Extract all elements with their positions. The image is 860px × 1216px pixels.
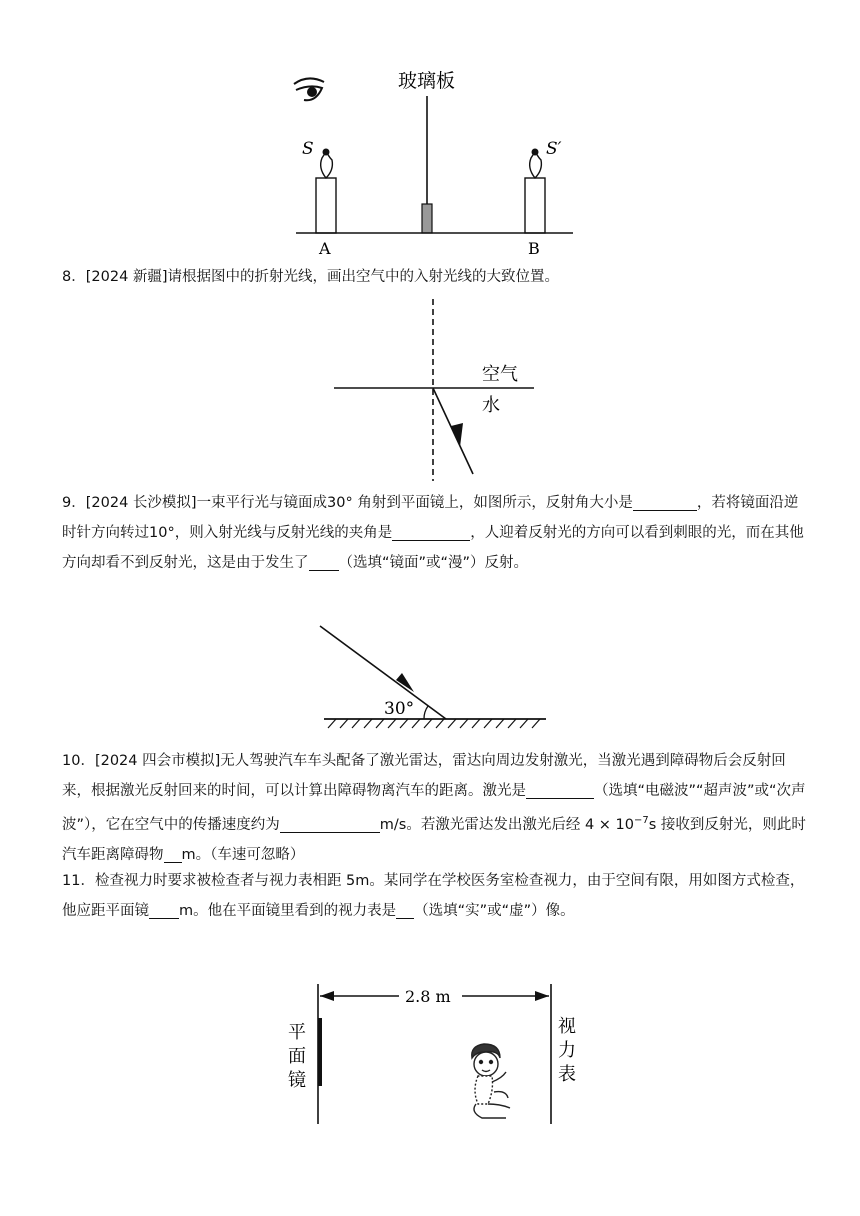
glass-board-figure	[290, 62, 580, 262]
question-source: [2024 新疆]	[85, 269, 168, 285]
answer-blank[interactable]	[149, 900, 179, 919]
eye-test-figure	[284, 980, 584, 1130]
question-8	[62, 262, 807, 292]
question-text: 请根据图中的折射光线，画出空气中的入射光线的大致位置。	[167, 269, 560, 285]
glass-board-label: 玻璃板	[398, 70, 456, 92]
b-label: B	[528, 239, 540, 258]
question-text: 检查视力时要求被检查者与视力表相距 5m。某同学在学校医务室检查视力，由于空间有限，用如图方式检查，他应距平面镜	[62, 873, 805, 919]
incident-ray	[320, 626, 446, 719]
question-source: [2024 长沙模拟]	[85, 495, 197, 511]
mirror-label-char-1: 平	[288, 1022, 306, 1043]
question-11	[62, 866, 807, 926]
reflection-figure	[318, 620, 550, 730]
s-label: S	[302, 139, 314, 159]
answer-blank[interactable]	[309, 552, 339, 571]
mirror-label	[288, 1022, 312, 1091]
mirror-label-char-3: 镜	[288, 1070, 306, 1091]
question-number: 10．	[62, 753, 95, 769]
water-label: 水	[482, 395, 500, 416]
person-icon	[472, 1044, 510, 1118]
question-number: 9．	[62, 495, 86, 511]
chart-label-char-2: 力	[558, 1040, 576, 1061]
answer-blank[interactable]	[526, 780, 594, 799]
question-9	[62, 488, 807, 578]
question-10	[62, 746, 807, 870]
refraction-figure	[330, 296, 540, 486]
mirror-hatching	[328, 719, 540, 728]
question-text: m/s。若激光雷达发出激光后经	[379, 816, 581, 833]
s-prime-label: S′	[546, 139, 562, 159]
distance-label: 2.8 m	[405, 987, 451, 1006]
question-text: 无人驾驶汽车车头配备了激光雷达，雷达向周边发射激光，当激光遇到障碍物后会反射回来，根据激光反射回来的时间，可以计算出障碍物离汽车的距离。激光是	[62, 753, 786, 799]
question-number: 8．	[62, 269, 86, 285]
angle-label: 30°	[384, 699, 415, 719]
mirror-label-char-2: 面	[288, 1046, 306, 1067]
answer-blank[interactable]	[280, 814, 380, 833]
question-text: ，若将镜面沿逆时针方向转过10°，则入射光线与反射光线的夹角是	[62, 495, 799, 541]
question-text: 一束平行光与镜面成30° 角射到平面镜上，如图所示，反射角大小是	[196, 495, 633, 511]
angle-arc	[424, 706, 428, 719]
plane-mirror	[318, 1018, 322, 1086]
a-label: A	[319, 239, 331, 258]
time-formula	[580, 817, 661, 833]
candle-a	[302, 139, 336, 233]
chart-label	[558, 1016, 582, 1085]
question-number: 11．	[62, 873, 95, 889]
air-label: 空气	[482, 364, 518, 385]
chart-label-char-1: 视	[558, 1016, 576, 1037]
eye-icon	[294, 78, 324, 100]
formula-exponent: −7	[634, 815, 649, 826]
question-text: （选填“镜面”或“漫”）反射。	[338, 555, 529, 571]
arrow-right-icon	[535, 991, 549, 1001]
question-text: m。他在平面镜里看到的视力表是	[179, 903, 397, 919]
question-text: （选填“实”或“虚”）像。	[414, 903, 575, 919]
glass-board-base	[422, 204, 432, 233]
question-source: [2024 四会市模拟]	[94, 753, 221, 769]
question-text: 接收到反射光，则此时汽车距离障碍物	[62, 816, 806, 863]
question-text: ，人迎着反射光的方向可以看到刺眼的光，而在其他方向却看不到反射光，这是由于发生了	[62, 525, 804, 571]
arrow-icon	[451, 423, 463, 447]
formula-base: 4 × 10	[584, 816, 634, 833]
question-text: （选填“电磁波”“超声波”或“次声波”），它在空气中的传播速度约为	[62, 783, 806, 833]
candle-b	[525, 139, 562, 233]
arrow-left-icon	[320, 991, 334, 1001]
answer-blank[interactable]	[633, 492, 697, 511]
answer-blank[interactable]	[392, 522, 470, 541]
chart-label-char-3: 表	[558, 1064, 576, 1085]
answer-blank[interactable]	[396, 900, 414, 919]
formula-unit: s	[648, 816, 657, 833]
answer-blank[interactable]	[164, 844, 182, 863]
question-text: m。（车速可忽略）	[181, 846, 305, 863]
refracted-ray	[433, 388, 473, 474]
